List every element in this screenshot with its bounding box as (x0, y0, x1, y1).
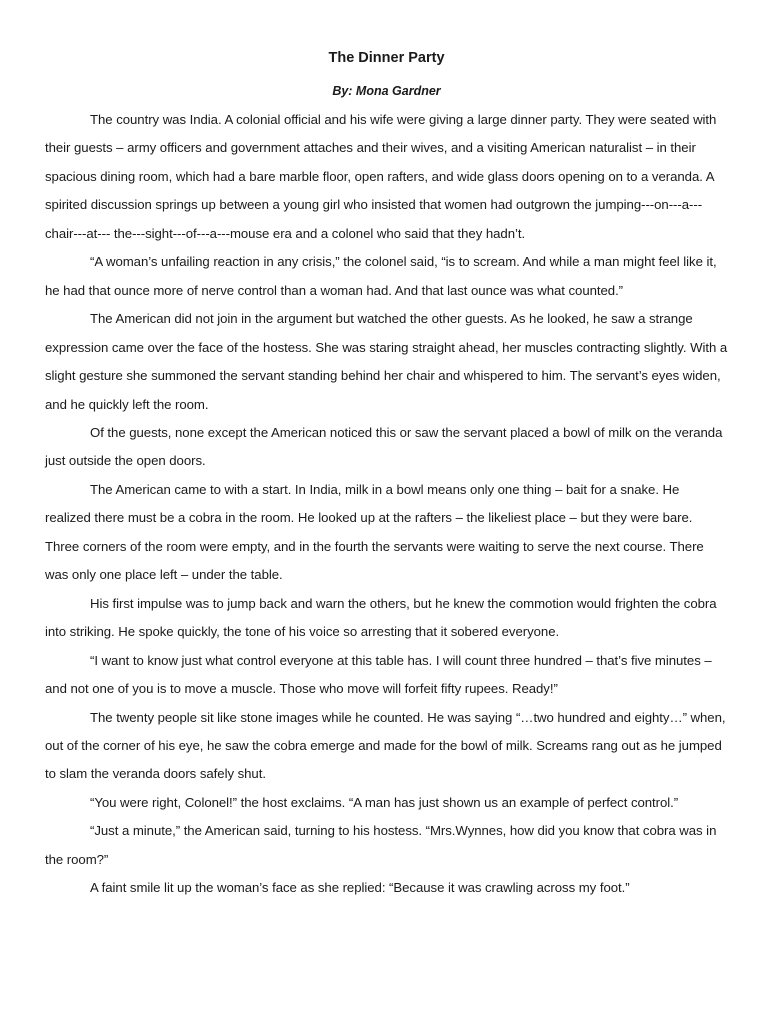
story-paragraph: The American did not join in the argument but watched the other guests. As he looked, he saw a strange expression came over the face of the hostess. She was staring straight ahead, her muscles contracting slightly. With a slight gesture she summoned the servant standing behind her chair and whispered to him. The servant’s eyes widen, and he quickly left the room. (45, 311, 728, 412)
document-title: The Dinner Party (328, 50, 445, 66)
story-body (45, 106, 728, 903)
document-byline: By: Mona Gardner (332, 84, 441, 98)
story-paragraph: “A woman’s unfailing reaction in any crisis,” the colonel said, “is to scream. And while a man might feel like it, he had that ounce more of nerve control than a woman had. And that last ounce was what counted.” (45, 254, 717, 298)
story-paragraph: The American came to with a start. In India, milk in a bowl means only one thing – bait for a snake. He realized there must be a cobra in the room. He looked up at the rafters – the likeliest place – but they were bare. Three corners of the room were empty, and in the fourth the servants were waiting to serve the next course. There was only one place left – under the table. (45, 481, 704, 583)
story-paragraph: “You were right, Colonel!” the host exclaims. “A man has just shown us an example of perfect control.” (90, 794, 679, 810)
story-paragraph: “Just a minute,” the American said, turning to his hostess. “Mrs.Wynnes, how did you know that cobra was in the room?” (45, 823, 717, 867)
story-paragraph: The country was India. A colonial official and his wife were giving a large dinner party. They were seated with their guests – army officers and government attaches and their wives, and a visiting American naturalist – in their spacious dining room, which had a bare marble floor, open rafters, and wide glass doors opening on to a veranda. A spirited discussion springs up between a young girl who insisted that women had outgrown the jumping---on---a---chair---at--- the---sight---of---a---mouse era and a colonel who said that they hadn’t. (45, 112, 717, 241)
story-paragraph: His first impulse was to jump back and warn the others, but he knew the commotion would frighten the cobra into striking. He spoke quickly, the tone of his voice so arresting that it sobered everyone. (45, 595, 717, 640)
story-paragraph: “I want to know just what control everyone at this table has. I will count three hundred – that’s five minutes – and not one of you is to move a muscle. Those who move will forfeit fifty rupees. Ready!” (45, 652, 712, 697)
story-paragraph: A faint smile lit up the woman’s face as she replied: “Because it was crawling across my foot.” (90, 880, 630, 896)
story-paragraph: The twenty people sit like stone images while he counted. He was saying “…two hundred and eighty…” when, out of the corner of his eye, he saw the cobra emerge and made for the bowl of milk. Screams rang out as he jumped to slam the veranda doors safely shut. (45, 709, 726, 782)
story-paragraph: Of the guests, none except the American noticed this or saw the servant placed a bowl of milk on the veranda just outside the open doors. (45, 424, 723, 469)
